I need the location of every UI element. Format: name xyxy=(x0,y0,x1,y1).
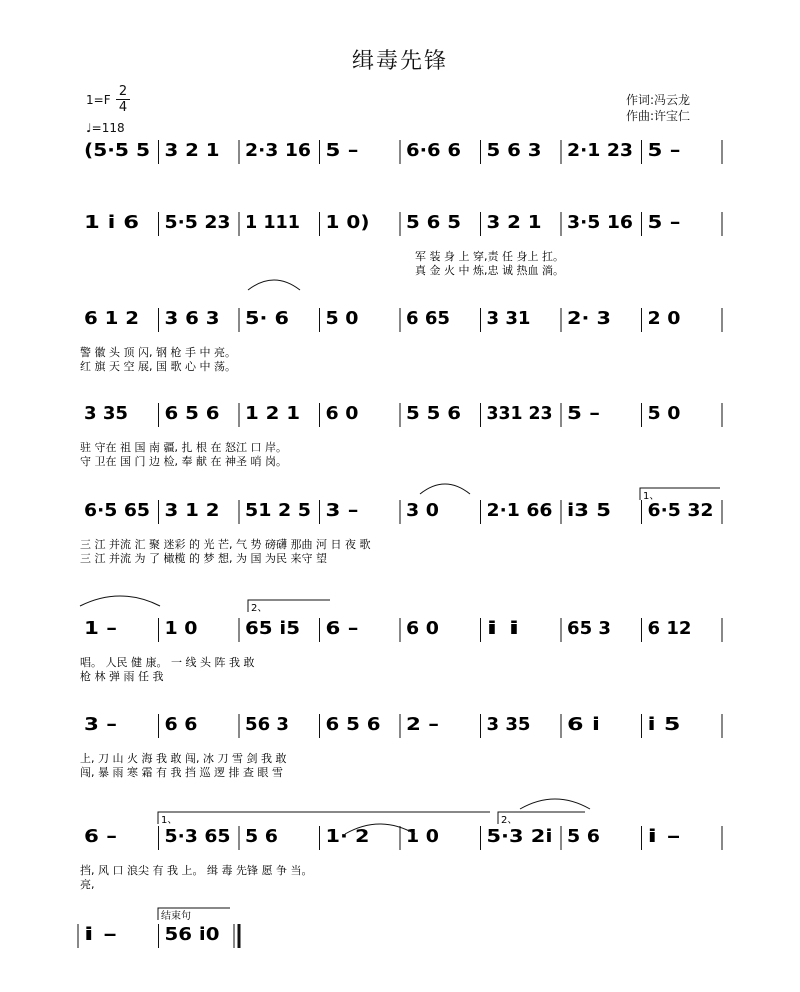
measure-notes: 6 0 xyxy=(406,618,439,639)
coda-label: 结束句 xyxy=(161,911,191,922)
slur xyxy=(248,280,300,290)
measure-notes: 3 35 xyxy=(84,403,128,424)
measure-notes: 3 6 3 xyxy=(164,308,220,329)
measure-notes: 3 1 2 xyxy=(164,500,220,521)
measure-notes: 1 2 1 xyxy=(245,403,300,424)
measure-notes: 5 6 5 xyxy=(406,212,461,233)
measure-notes: 5·3 65 xyxy=(164,826,231,847)
measure-notes: 3 2 1 xyxy=(164,140,220,161)
measure-notes: 1 0) xyxy=(325,212,370,233)
lyric-line: 挡, 风 口 浪尖 有 我 上。 缉 毒 先锋 愿 争 当。 xyxy=(80,864,313,877)
measure-notes: 1· 2 xyxy=(325,826,370,847)
measure-notes: 1 – xyxy=(84,618,117,639)
measure-notes: 3 31 xyxy=(486,308,531,329)
measure-notes: 5 0 xyxy=(325,308,359,329)
lyric-line: 亮, xyxy=(80,878,95,891)
measure-notes: 6 5 6 xyxy=(325,714,381,735)
measure-notes: 6 5 6 xyxy=(164,403,220,424)
measure-notes: 3 35 xyxy=(486,714,531,735)
measure-notes: 2· 3 xyxy=(567,308,611,329)
key-signature: 1=F xyxy=(86,93,111,107)
measure-notes: 1 0 xyxy=(406,826,439,847)
measure-notes: 2 – xyxy=(406,714,439,735)
measure-notes: 5 0 xyxy=(647,403,681,424)
measure-notes: 56 3 xyxy=(245,714,289,735)
measure-notes: 6 65 xyxy=(406,308,450,329)
measure-notes: 5 – xyxy=(647,140,681,161)
measure-notes: 6 6 xyxy=(164,714,198,735)
measure-notes: 3·5 16 xyxy=(567,212,633,233)
time-signature-bottom: 4 xyxy=(116,99,130,115)
measure-notes: 5 5 6 xyxy=(406,403,461,424)
measure-notes: i3 5 xyxy=(567,500,611,521)
measure-notes: 6 i xyxy=(567,714,600,735)
measure-notes: 3 – xyxy=(84,714,117,735)
measure-notes: 1 0 xyxy=(164,618,198,639)
measure-notes: 5·5 23 xyxy=(164,212,231,233)
measure-notes: 2·1 23 xyxy=(567,140,633,161)
score-title: 缉毒先锋 xyxy=(351,49,448,74)
measure-notes: 51 2 5 xyxy=(245,500,311,521)
composer-credit: 作曲:许宝仁 xyxy=(626,109,691,123)
lyric-line: 三 江 并流 为 了 橄榄 的 梦 想, 为 国 为民 来守 望 xyxy=(80,552,327,565)
lyric-line: 警 徽 头 顶 闪, 钢 枪 手 中 亮。 xyxy=(80,346,236,359)
measure-notes: 5·3 2i xyxy=(486,826,553,847)
second-ending-2-label: 2、 xyxy=(501,815,518,826)
measure-notes: 5 – xyxy=(325,140,359,161)
measure-notes: 6·5 32 xyxy=(647,500,714,521)
measure-notes: 3 2 1 xyxy=(486,212,542,233)
first-ending-2-bracket xyxy=(158,812,490,824)
measure-notes: 2·3 16 xyxy=(245,140,311,161)
measure-notes: 3 0 xyxy=(406,500,439,521)
measure-notes: 6·6 6 xyxy=(406,140,461,161)
measure-notes: i – xyxy=(647,826,681,847)
measure-notes: 5· 6 xyxy=(245,308,289,329)
measure-notes: 65 3 xyxy=(567,618,611,639)
lyric-line: 红 旗 天 空 展, 国 歌 心 中 荡。 xyxy=(80,360,236,373)
lyric-line: 唱。 人民 健 康。 一 线 头 阵 我 敢 xyxy=(80,656,255,669)
measure-notes: i i xyxy=(486,618,520,639)
measure-notes: 6 1 2 xyxy=(84,308,139,329)
measure-notes: 5 – xyxy=(647,212,681,233)
lyric-line: 驻 守在 祖 国 南 疆, 扎 根 在 怒江 口 岸。 xyxy=(80,441,287,454)
lyricist-credit: 作词:冯云龙 xyxy=(626,93,691,107)
measure-notes: i – xyxy=(84,924,117,945)
measure-notes: 6 – xyxy=(84,826,117,847)
measure-notes: 1 111 xyxy=(245,212,300,233)
lyric-line: 上, 刀 山 火 海 我 敢 闯, 冰 刀 雪 剑 我 敢 xyxy=(80,752,287,765)
measure-notes: 6 12 xyxy=(647,618,692,639)
measure-notes: 5 6 xyxy=(567,826,600,847)
measure-notes: 2 0 xyxy=(647,308,681,329)
measure-notes: 5 6 3 xyxy=(486,140,542,161)
measure-notes: 5 – xyxy=(567,403,600,424)
second-ending-label: 2、 xyxy=(251,603,268,614)
first-ending-label: 1、 xyxy=(643,491,660,502)
slur xyxy=(520,799,590,809)
measure-notes: 331 23 xyxy=(486,403,553,424)
lyric-line: 守 卫在 国 门 边 检, 奉 献 在 神圣 哨 岗。 xyxy=(80,455,287,468)
measure-notes: 6·5 65 xyxy=(84,500,150,521)
lyric-line: 枪 林 弹 雨 任 我 xyxy=(80,670,164,683)
measure-notes: 1 i 6 xyxy=(84,212,139,233)
lyric-line: 军 装 身 上 穿,责 任 身上 扛。 xyxy=(415,250,564,263)
measure-notes: 56 i0 xyxy=(164,924,220,945)
measure-notes: 65 i5 xyxy=(245,618,300,639)
lyric-line: 真 金 火 中 炼,忠 诚 热血 淌。 xyxy=(415,264,564,277)
slur xyxy=(80,596,160,606)
measure-notes: 3 – xyxy=(325,500,359,521)
measure-notes: (5·5 5 xyxy=(84,140,150,161)
measure-notes: 6 0 xyxy=(325,403,359,424)
measure-notes: 5 6 xyxy=(245,826,278,847)
tempo-marking: ♩=118 xyxy=(86,121,125,135)
measure-notes: 2·1 66 xyxy=(486,500,553,521)
lyric-line: 闯, 暴 雨 寒 霜 有 我 挡 巡 逻 排 查 眼 雪 xyxy=(80,766,283,779)
measure-notes: 6 – xyxy=(325,618,359,639)
time-signature-top: 2 xyxy=(118,84,128,99)
measure-notes: i 5 xyxy=(647,714,681,735)
first-ending-2-label: 1、 xyxy=(161,815,178,826)
lyric-line: 三 江 并流 汇 聚 迷彩 的 光 芒, 气 势 磅礴 那曲 河 日 夜 歌 xyxy=(80,538,371,551)
slur xyxy=(420,484,470,494)
